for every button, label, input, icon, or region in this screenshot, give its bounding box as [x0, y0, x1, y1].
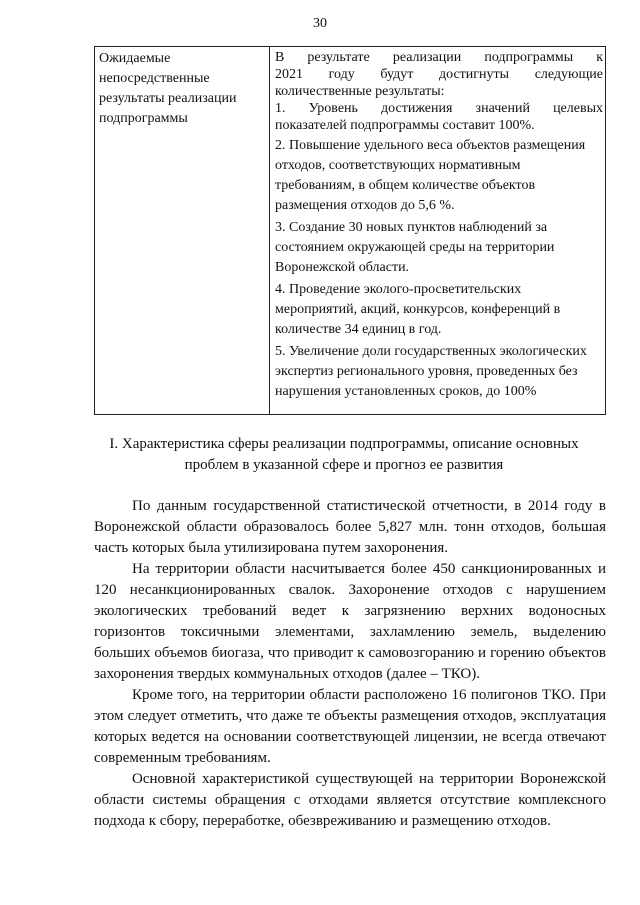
intro-line-1: В результате реализации подпрограммы к [275, 50, 603, 65]
page-number: 30 [313, 16, 327, 31]
table-left-cell: Ожидаемые непосредственные результаты реализации подпрограммы [99, 51, 237, 126]
result-item-2: 2. Повышение удельного веса объектов размещения отходов, соответствующих нормативным требованиям, в общем количестве объектов размещения отходов до 5,6 %. [275, 138, 586, 213]
result-item-1 [275, 100, 603, 134]
intro-line-3: количественные результаты: [275, 84, 445, 99]
table-column-divider [269, 47, 270, 414]
table-right-cell [275, 49, 603, 402]
paragraph-3: Кроме того, на территории области расположено 16 полигонов ТКО. При этом следует отметить, что даже те объекты размещения отходов, эксплуатация которых ведется на основании соответствующей лицензии, не всегда отвечают современным требованиям. [94, 687, 606, 766]
result-item-3: 3. Создание 30 новых пунктов наблюдений за состоянием окружающей среды на территории Воронежской области. [275, 220, 555, 275]
results-table [94, 46, 606, 415]
section-heading-line-2: проблем в указанной сфере и прогноз ее развития [184, 457, 504, 473]
section-heading-line-1: I. Характеристика сферы реализации подпрограммы, описание основных [109, 436, 579, 452]
paragraph-2: На территории области насчитывается более 450 санкционированных и 120 несанкционированных свалок. Захоронение отходов с нарушением экологических требований ведет к загрязнению верхних водоносных горизонтов токсичными элементами, захламлению земель, выделению больших объемов биогаза, что приводит к самовозгоранию и горению объектов захоронения твердых коммунальных отходов (далее – ТКО). [94, 561, 606, 682]
result-item-1-line-2: показателей подпрограммы составит 100%. [275, 118, 535, 133]
paragraph-1: По данным государственной статистической отчетности, в 2014 году в Воронежской области образовалось более 5,827 млн. тонн отходов, большая часть которых была утилизирована путем захоронения. [94, 498, 606, 556]
result-item-5: 5. Увеличение доли государственных экологических экспертиз регионального уровня, проведенных без нарушения установленных сроков, до 100% [275, 344, 587, 399]
result-item-4: 4. Проведение эколого-просветительских мероприятий, акций, конкурсов, конференций в количестве 34 единиц в год. [275, 282, 561, 337]
section-heading [84, 434, 604, 476]
intro-line-2: 2021 году будут достигнуты следующие [275, 67, 603, 82]
paragraph-4: Основной характеристикой существующей на территории Воронежской области системы обращения с отходами является отсутствие комплексного подхода к сбору, переработке, обезвреживанию и размещению отходов. [94, 771, 606, 829]
result-item-1-line-1: 1. Уровень достижения значений целевых [275, 101, 603, 116]
body-text [94, 496, 606, 832]
